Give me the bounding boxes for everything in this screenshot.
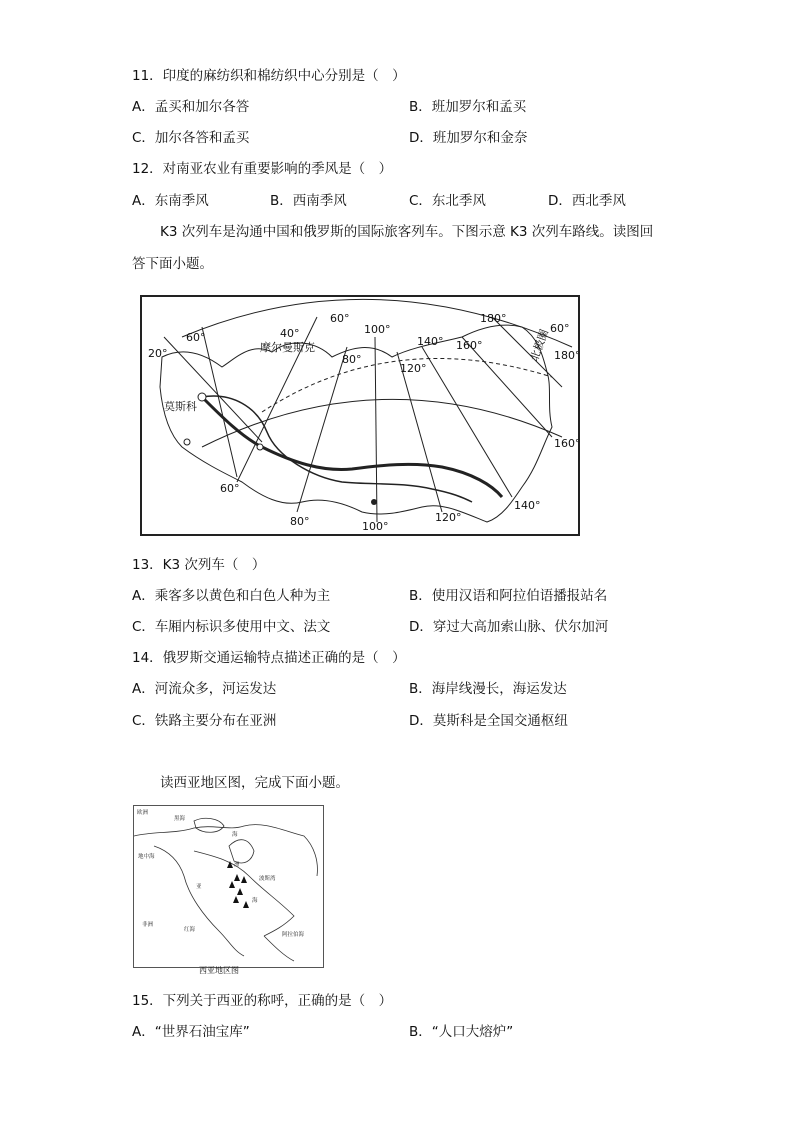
lon120-top-label: 120° bbox=[400, 362, 427, 375]
zhou-label: 洲 bbox=[234, 862, 240, 868]
question-12-stem: 12．对南亚农业有重要影响的季风是（ ） bbox=[132, 161, 393, 177]
lon60-left-label: 60° bbox=[186, 331, 206, 344]
lon180-top-label: 180° bbox=[480, 312, 507, 325]
sea-small-label: 海 bbox=[252, 898, 258, 904]
lon100-bottom-label: 100° bbox=[362, 520, 389, 533]
arabian-coast bbox=[264, 936, 294, 961]
lon60-bottom-label: 60° bbox=[220, 482, 240, 495]
trans-siberian-route bbox=[202, 396, 472, 502]
asia-label: 亚 bbox=[196, 884, 202, 890]
europe-label: 欧洲 bbox=[137, 810, 149, 816]
africa-label: 非洲 bbox=[142, 922, 154, 928]
lon40-label: 40° bbox=[280, 327, 300, 340]
question-11-stem: 11．印度的麻纺织和棉纺织中心分别是（ ） bbox=[132, 68, 406, 84]
northern-coast bbox=[134, 825, 317, 876]
passage-k3-line1: K3 次列车是沟通中国和俄罗斯的国际旅客列车。下图示意 K3 次列车路线。读图回 bbox=[160, 224, 654, 240]
lon160-right-label: 160° bbox=[554, 437, 578, 450]
black-sea-label: 黑海 bbox=[174, 816, 186, 822]
question-14-option-c: C．铁路主要分布在亚洲 bbox=[132, 713, 277, 729]
question-13-option-d: D．穿过大高加索山脉、伏尔加河 bbox=[409, 619, 609, 635]
question-11-option-d: D．班加罗尔和金奈 bbox=[409, 130, 528, 146]
question-11-option-a: A．孟买和加尔各答 bbox=[132, 99, 250, 115]
question-12-option-b: B．西南季风 bbox=[270, 193, 347, 209]
question-14-stem: 14．俄罗斯交通运输特点描述正确的是（ ） bbox=[132, 650, 406, 666]
question-14-option-d: D．莫斯科是全国交通枢纽 bbox=[409, 713, 568, 729]
lon120-bottom-label: 120° bbox=[435, 511, 462, 524]
question-11-option-c: C．加尔各答和孟买 bbox=[132, 130, 250, 146]
moscow-marker bbox=[198, 393, 206, 401]
lon20-label: 20° bbox=[148, 347, 168, 360]
meridian-100 bbox=[375, 337, 377, 522]
oil-field-marker bbox=[243, 901, 249, 908]
question-15-stem: 15．下列关于西亚的称呼，正确的是（ ） bbox=[132, 993, 393, 1009]
oil-field-marker bbox=[233, 896, 239, 903]
lon60-top-label: 60° bbox=[330, 312, 350, 325]
oil-field-marker bbox=[237, 888, 243, 895]
question-11-option-b: B．班加罗尔和孟买 bbox=[409, 99, 527, 115]
beijing-marker bbox=[371, 499, 377, 505]
red-sea-label: 红海 bbox=[184, 927, 196, 933]
k3-route-map-drawing bbox=[142, 297, 578, 534]
west-asia-map-drawing bbox=[134, 806, 323, 967]
lon180-right-label: 180° bbox=[554, 349, 578, 362]
persian-gulf-label: 波斯湾 bbox=[259, 876, 276, 882]
lon100-top-label: 100° bbox=[364, 323, 391, 336]
arctic-circle-label: 北极圈 bbox=[527, 327, 552, 364]
meridian-40 bbox=[164, 337, 262, 442]
passage-west-asia: 读西亚地区图，完成下面小题。 bbox=[160, 775, 349, 791]
lon140-top-label: 140° bbox=[417, 335, 444, 348]
question-13-option-b: B．使用汉语和阿拉伯语播报站名 bbox=[409, 588, 608, 604]
arabian-sea-label: 阿拉伯海 bbox=[282, 932, 305, 938]
question-12-option-c: C．东北季风 bbox=[409, 193, 486, 209]
murmansk-label: 摩尔曼斯克 bbox=[260, 341, 315, 354]
city-marker bbox=[257, 444, 263, 450]
oil-field-marker bbox=[229, 881, 235, 888]
question-13-stem: 13．K3 次列车（ ） bbox=[132, 557, 266, 573]
question-14-option-b: B．海岸线漫长，海运发达 bbox=[409, 681, 567, 697]
west-asia-map bbox=[133, 805, 324, 968]
question-12-option-a: A．东南季风 bbox=[132, 193, 209, 209]
caspian-label: 海 bbox=[232, 832, 238, 838]
question-15-option-b: B．“人口大熔炉” bbox=[409, 1024, 514, 1040]
oil-field-marker bbox=[234, 874, 240, 881]
passage-k3-line2: 答下面小题。 bbox=[132, 256, 213, 272]
k3-route-map bbox=[140, 295, 580, 536]
oil-field-marker bbox=[241, 876, 247, 883]
question-13-option-a: A．乘客多以黄色和白色人种为主 bbox=[132, 588, 331, 604]
west-asia-map-caption: 西亚地区图 bbox=[199, 966, 239, 975]
lat60-right-label: 60° bbox=[550, 322, 570, 335]
lon80-bottom-label: 80° bbox=[290, 515, 310, 528]
lon140-bottom-label: 140° bbox=[514, 499, 541, 512]
city-marker bbox=[184, 439, 190, 445]
moscow-label: 莫斯科 bbox=[164, 400, 197, 413]
meridian-120 bbox=[397, 352, 442, 512]
lon80-top-label: 80° bbox=[342, 353, 362, 366]
question-14-option-a: A．河流众多，河运发达 bbox=[132, 681, 277, 697]
question-15-option-a: A．“世界石油宝库” bbox=[132, 1024, 250, 1040]
persian-gulf-coast bbox=[194, 851, 294, 936]
question-13-option-c: C．车厢内标识多使用中文、法文 bbox=[132, 619, 331, 635]
latitude-arc-60 bbox=[202, 399, 562, 447]
black-sea bbox=[194, 818, 224, 832]
meridian-80 bbox=[297, 347, 347, 512]
lon160-top-label: 160° bbox=[456, 339, 483, 352]
mediterranean-label: 地中海 bbox=[138, 854, 155, 860]
caspian-sea bbox=[229, 840, 254, 863]
k3-route bbox=[202, 397, 502, 497]
question-12-option-d: D．西北季风 bbox=[548, 193, 626, 209]
